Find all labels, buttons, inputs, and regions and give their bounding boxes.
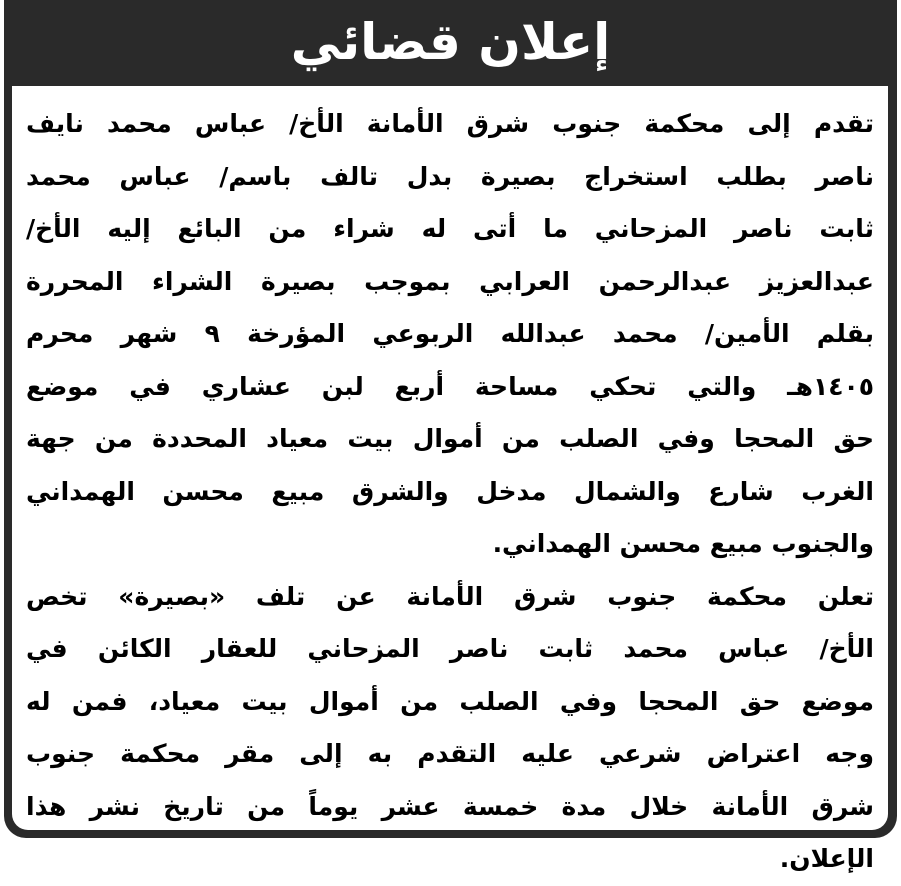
judicial-notice: [4, 0, 897, 873]
paragraph-announcement: [26, 571, 874, 886]
text-line: عبدالعزيز عبدالرحمن العرابي بموجب بصيرة الشراء المحررة: [26, 266, 874, 296]
text-line: الإعلان.: [779, 844, 874, 873]
text-line: موضع حق المحجا وفي الصلب من أموال بيت معياد، فمن له: [26, 686, 874, 716]
text-line: شرق الأمانة خلال مدة خمسة عشر يوماً من تاريخ نشر هذا: [26, 791, 874, 821]
notice-body: [12, 86, 888, 873]
text-line: تقدم إلى محكمة جنوب شرق الأمانة الأخ/ عباس محمد نايف: [26, 109, 874, 138]
text-line: ناصر بطلب استخراج بصيرة بدل تالف باسم/ عباس محمد: [26, 161, 874, 191]
text-line: حق المحجا وفي الصلب من أموال بيت معياد المحددة من جهة: [26, 424, 874, 453]
notice-header: [4, 0, 897, 84]
notice-title: إعلان قضائي: [290, 13, 611, 71]
text-line: ١٤٠٥هـ والتي تحكي مساحة أربع لبن عشاري في موضع: [26, 371, 874, 401]
paragraph-request: [26, 98, 874, 571]
text-line: ثابت ناصر المزحاني ما أتى له شراء من البائع إليه الأخ/: [26, 214, 874, 243]
text-line: بقلم الأمين/ محمد عبدالله الربوعي المؤرخة ٩ شهر محرم: [26, 319, 875, 348]
text-line: تعلن محكمة جنوب شرق الأمانة عن تلف «بصيرة» تخص: [26, 581, 874, 611]
text-line: والجنوب مبيع محسن الهمداني.: [492, 529, 874, 558]
text-line: الغرب شارع والشمال مدخل والشرق مبيع محسن الهمداني: [26, 476, 874, 506]
text-line: وجه اعتراض شرعي عليه التقدم به إلى مقر محكمة جنوب: [26, 739, 874, 768]
text-line: الأخ/ عباس محمد ثابت ناصر المزحاني للعقار الكائن في: [26, 634, 874, 663]
